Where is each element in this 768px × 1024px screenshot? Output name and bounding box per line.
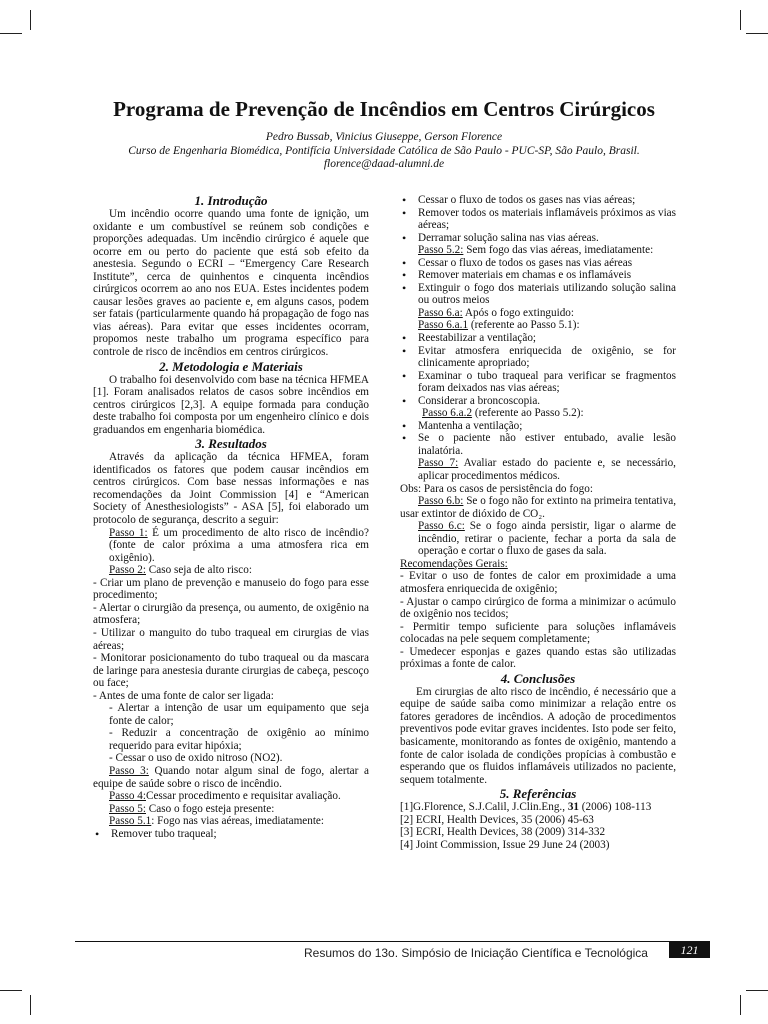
section-heading: 4. Conclusões	[500, 670, 576, 686]
bullet-item: • Examinar o tubo traqueal para verificar se fragmentos foram deixados nas vias aéreas;	[400, 370, 676, 395]
email: florence@daad-alumni.de	[323, 158, 445, 171]
section-heading: 2. Metodologia e Materiais	[159, 358, 303, 374]
section-heading: 1. Introdução	[194, 193, 268, 208]
authors: Pedro Bussab, Vinicius Giuseppe, Gerson Florence	[265, 131, 503, 143]
bullet-item: • Cessar o fluxo de todos os gases nas vias aéreas;	[400, 194, 676, 207]
step-text: (referente ao Passo 5.2):	[472, 407, 584, 420]
step-text: Se o fogo não for extinto na primeira tentativa, usar extintor de dióxido de CO₂.	[400, 495, 676, 520]
bullet-item: • Extinguir o fogo dos materiais utilizando solução salina ou outros meios	[400, 282, 676, 307]
step-text: Se o fogo ainda persistir, ligar o alarme de incêndio, retirar o paciente, fechar a porta da sala de operação e cortar o fluxo de gases da sala.	[418, 520, 676, 558]
step-text: Caso seja de alto risco:	[146, 564, 252, 577]
step-label: Passo 2:	[109, 564, 146, 577]
page-number: 121	[669, 942, 710, 958]
bullet-item: • Evitar atmosfera enriquecida de oxigênio, se for clinicamente apropriado;	[400, 345, 676, 370]
bullet-item: • Cessar o fluxo de todos os gases nas vias aéreas	[400, 257, 676, 270]
step-paragraph	[400, 319, 676, 332]
step-paragraph	[400, 457, 676, 482]
step-label: Passo 6.b:	[418, 495, 464, 508]
step-label: Passo 5.2:	[418, 244, 464, 257]
step-label: Passo 7:	[418, 457, 459, 470]
list-item: - Evitar o uso de fontes de calor em proximidade a uma atmosfera enriquecida de oxigênio;	[400, 570, 676, 595]
step-paragraph	[93, 527, 369, 565]
crop-mark	[740, 10, 741, 30]
list-item: - Umedecer esponjas e gazes quando estas são utilizadas próximas a fonte de calor.	[400, 645, 676, 671]
step-paragraph	[400, 244, 676, 257]
list-item: - Ajustar o campo cirúrgico de forma a minimizar o acúmulo de oxigênio nos tecidos;	[400, 595, 676, 621]
step-text: Após o fogo extinguido:	[462, 306, 575, 319]
reference-item: [3] ECRI, Health Devices, 38 (2009) 314-332	[400, 826, 606, 839]
step-label: Passo 5.1	[109, 815, 152, 828]
bullet-item: • Remover tubo traqueal;	[93, 828, 369, 841]
crop-mark	[746, 33, 768, 34]
step-paragraph	[93, 803, 369, 816]
author-block	[0, 131, 768, 172]
crop-mark	[30, 10, 31, 30]
step-text: É um procedimento de alto risco de incêndio? (fonte de calor próxima a uma atmosfera rica em oxigênio).	[109, 526, 369, 564]
step-paragraph	[400, 407, 676, 420]
step-text: Quando notar algum sinal de fogo, alertar a equipe de saúde sobre o risco de incêndio.	[93, 764, 369, 790]
bullet-list	[400, 194, 676, 244]
step-paragraph	[400, 520, 676, 558]
step-label: Passo 5:	[109, 802, 146, 815]
crop-mark	[740, 995, 741, 1015]
step-paragraph	[93, 765, 369, 790]
affiliation: Curso de Engenharia Biomédica, Pontifícia Universidade Católica de São Paulo - PUC-SP, São Paulo, Brasil.	[128, 144, 640, 157]
footer-rule	[75, 941, 710, 942]
step-text: : Fogo nas vias aéreas, imediatamente:	[151, 815, 325, 828]
section-heading: 3. Resultados	[195, 436, 267, 452]
step-label: Passo 6.a.1	[418, 319, 469, 332]
bullet-item: • Remover materiais em chamas e os inflamáveis	[400, 269, 676, 282]
reference-text: (2006) 108-113	[579, 801, 652, 814]
section-body: O trabalho foi desenvolvido com base na técnica HFMEA [1]. Foram analisados relatos de casos sobre incêndios em centros cirúrgicos [2,3]. A equipe formada para condução deste trabalho foi composta por um engenheiro clínico e dois graduandos em engenharia biomédica.	[93, 373, 369, 436]
bullet-item: • Remover todos os materiais inflamáveis próximos as vias aéreas;	[400, 207, 676, 232]
step-label: Passo 6.a.2	[422, 407, 473, 420]
sub-list-item: - Alertar a intenção de usar um equipamento que seja fonte de calor;	[109, 702, 369, 727]
reference-item	[400, 801, 676, 814]
footer-text: Resumos do 13o. Simpósio de Iniciação Científica e Tecnológica	[304, 946, 648, 960]
step-paragraph	[400, 307, 676, 320]
left-column	[93, 193, 369, 840]
step-label: Passo 1:	[109, 526, 148, 539]
step-text: Sem fogo das vias aéreas, imediatamente:	[463, 244, 654, 257]
reference-text: [1]G.Florence, S.J.Calil, J.Clin.Eng.,	[400, 801, 568, 814]
crop-mark	[0, 33, 22, 34]
step-text: (referente ao Passo 5.1):	[468, 319, 580, 332]
section-body: Um incêndio ocorre quando uma fonte de ignição, um oxidante e um combustível se reúnem sob condições e proporções adequadas. Um incêndio cirúrgico é aquele que ocorre em ou perto do paciente que está sob efeito da anestesia. Segundo o ECRI – “Emergency Care Research Institute”, cerca de quinhentos e cinquenta incêndios cirúrgicos ocorrem ao ano nos EUA. Estes incidentes podem causar lesões graves ao paciente e, em alguns casos, podem ser fatais (particularmente quando há propagação de fogo nas vias aéreas). Para evitar que esses incidentes ocorram, propomos neste trabalho um programa específico para controle de risco de incêndios em centros cirúrgicos.	[93, 208, 369, 359]
reference-item: [2] ECRI, Health Devices, 35 (2006) 45-63	[400, 813, 594, 826]
sub-list-item: - Reduzir a concentração de oxigênio ao mínimo requerido para evitar hipóxia;	[109, 727, 369, 752]
reference-item: [4] Joint Commission, Issue 29 June 24 (2003)	[400, 838, 610, 851]
bullet-item: • Reestabilizar a ventilação;	[400, 332, 676, 345]
paper-title: Programa de Prevenção de Incêndios em Centros Cirúrgicos	[113, 97, 655, 121]
step-paragraph	[93, 790, 369, 803]
step-text: Avaliar estado do paciente e, se necessário, aplicar procedimentos médicos.	[418, 457, 676, 483]
list-item: - Criar um plano de prevenção e manuseio do fogo para esse procedimento;	[93, 576, 369, 602]
section-body: Em cirurgias de alto risco de incêndio, é necessário que a equipe de saúde saiba como minimizar a relação entre os fatores geradores de incêndios. A adoção de procedimentos preventivos pode evitar graves incidentes. Isto pode ser feito, basicamente, monitorando as fontes de oxigênio, mantendo a fonte de calor isolada de condições propícias à combustão e esperando que os fluidos inflamáveis utilizados no paciente, sequem totalmente.	[400, 685, 676, 786]
recommendations-label: Recomendações Gerais:	[400, 557, 508, 570]
crop-mark	[746, 990, 768, 991]
list-item: - Utilizar o manguito do tubo traqueal em cirurgias de vias aéreas;	[93, 626, 369, 652]
step-paragraph	[400, 495, 676, 520]
step-label: Passo 3:	[109, 764, 149, 777]
section-body: Através da aplicação da técnica HFMEA, foram identificados os fatores que podem causar incêndios em centros cirúrgicos. Com base nessas informações e nas recomendações da Joint Commission [4] e “American Society of Anesthesiologists” - ASA [5], foi elaborado um protocolo de segurança, descrito a seguir:	[93, 451, 369, 527]
step-paragraph	[93, 564, 369, 577]
step-label: Passo 4:	[109, 790, 146, 803]
bullet-item: • Considerar a broncoscopia.	[400, 395, 676, 408]
section-heading: 5. Referências	[499, 786, 577, 802]
list-item: - Alertar o cirurgião da presença, ou aumento, de oxigênio na atmosfera;	[93, 601, 369, 627]
bullet-list	[400, 420, 676, 458]
step-text: Cessar procedimento e requisitar avaliação.	[146, 790, 341, 803]
crop-mark	[0, 990, 22, 991]
bullet-list	[400, 257, 676, 307]
bullet-item: • Mantenha a ventilação;	[400, 420, 676, 433]
list-item: - Antes de uma fonte de calor ser ligada:	[93, 689, 274, 702]
bullet-list	[93, 828, 369, 841]
obs-line: Obs: Para os casos de persistência do fogo:	[400, 482, 593, 495]
crop-mark	[30, 995, 31, 1015]
step-paragraph	[93, 815, 369, 828]
step-text: Caso o fogo esteja presente:	[146, 802, 275, 815]
step-label: Passo 6.a:	[418, 306, 463, 319]
bullet-list	[400, 332, 676, 407]
sub-list-item: - Cessar o uso de oxido nitroso (NO2).	[109, 752, 283, 765]
list-item: - Permitir tempo suficiente para soluções inflamáveis colocadas na pele sequem completamente;	[400, 620, 676, 646]
right-column	[400, 194, 676, 851]
reference-volume: 31	[567, 801, 579, 814]
step-label: Passo 6.c:	[418, 520, 465, 533]
bullet-item: • Derramar solução salina nas vias aéreas.	[400, 232, 676, 245]
list-item: - Monitorar posicionamento do tubo traqueal ou da mascara de laringe para anestesia durante cirurgias de cabeça, pescoço ou face;	[93, 652, 369, 690]
bullet-item: • Se o paciente não estiver entubado, avalie lesão inalatória.	[400, 432, 676, 457]
